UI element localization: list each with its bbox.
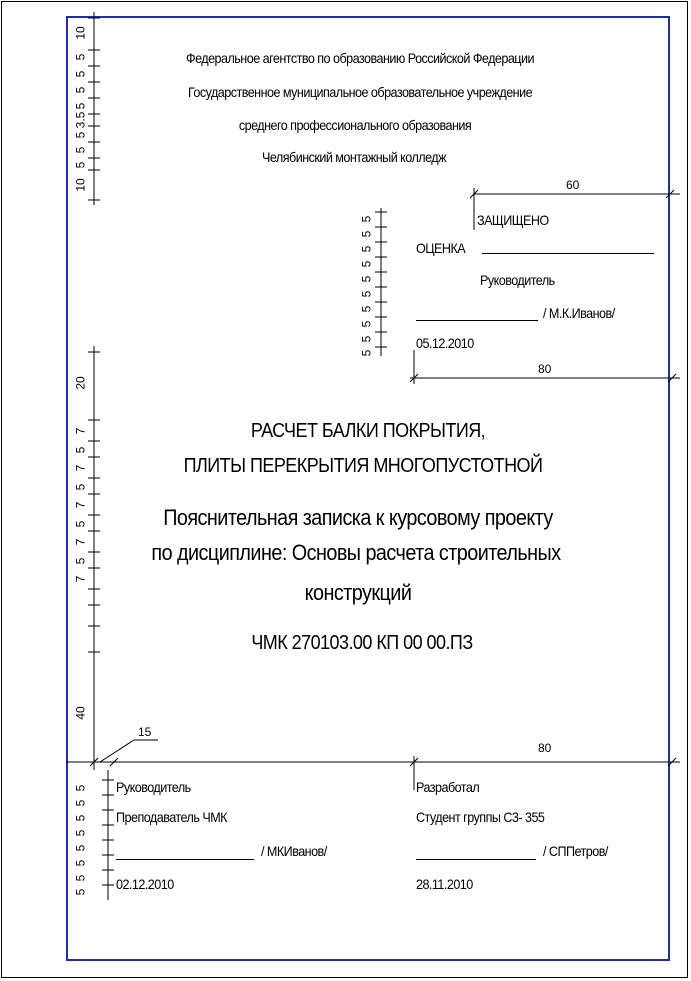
dim-label: 5 <box>73 86 88 94</box>
dim-80-bottom-label: 80 <box>538 741 552 755</box>
dim-label: 7 <box>73 501 88 509</box>
title-line-2: ПЛИТЫ ПЕРЕКРЫТИЯ МНОГОПУСТОТНОЙ <box>183 455 543 477</box>
dim-label: 5 <box>359 215 374 223</box>
dim-label: 5 <box>73 844 88 852</box>
dim-label: 10 <box>73 26 88 40</box>
approval-protected: ЗАЩИЩЕНО <box>477 212 549 228</box>
dim-label: 5 <box>73 859 88 867</box>
dim-label: 5 <box>73 799 88 807</box>
dim-label: 3.5 <box>73 111 88 129</box>
dim-label: 5 <box>359 349 374 357</box>
dim-label: 7 <box>73 575 88 583</box>
dim-label: 5 <box>359 320 374 328</box>
header-education-level: среднего профессионального образования <box>238 117 472 133</box>
dim-label: 5 <box>73 814 88 822</box>
grade-underline <box>482 253 654 254</box>
dim-label: 5 <box>73 102 88 110</box>
subtitle-line-2: по дисциплине: Основы расчета строительных <box>151 540 561 565</box>
dim-60-label: 60 <box>566 178 580 192</box>
subtitle-line-1: Пояснительная записка к курсовому проекту <box>163 505 553 530</box>
title-line-1: РАСЧЕТ БАЛКИ ПОКРЫТИЯ, <box>250 420 486 442</box>
approval-grade-label: ОЦЕНКА <box>416 240 466 256</box>
dim-label: 5 <box>73 446 88 454</box>
dim-label: 5 <box>73 829 88 837</box>
dim-label: 5 <box>73 70 88 78</box>
dim-label: 5 <box>73 53 88 61</box>
dim-label: 5 <box>73 131 88 139</box>
dim-label: 40 <box>73 706 88 720</box>
dim-label: 7 <box>73 427 88 435</box>
dim-15-label: 15 <box>138 725 152 739</box>
dim-label: 5 <box>359 335 374 343</box>
footer-right-signature-name: / СППетров/ <box>543 843 608 859</box>
dim-label: 5 <box>73 146 88 154</box>
dim-label: 5 <box>359 305 374 313</box>
footer-left-signature-line <box>116 859 254 860</box>
header-institution: Государственное муниципальное образовательное учреждение <box>187 84 533 100</box>
dim-label: 5 <box>359 260 374 268</box>
dim-label: 5 <box>73 874 88 882</box>
dim-label: 5 <box>73 483 88 491</box>
subtitle-line-3: конструкций <box>304 580 412 605</box>
approval-signature-name: / М.К.Иванов/ <box>543 305 615 321</box>
footer-right-date: 28.11.2010 <box>416 876 473 892</box>
dim-label: 5 <box>359 290 374 298</box>
footer-left-date: 02.12.2010 <box>116 876 174 892</box>
footer-right-signature-line <box>416 859 536 860</box>
dim-label: 5 <box>359 275 374 283</box>
dim-80-mid-label: 80 <box>538 362 552 376</box>
dim-label: 10 <box>73 178 88 192</box>
dim-label: 5 <box>359 230 374 238</box>
footer-left-role-2: Преподаватель ЧМК <box>116 809 227 825</box>
approval-date: 05.12.2010 <box>416 335 474 351</box>
footer-right-role-1: Разработал <box>416 779 480 795</box>
approval-supervisor: Руководитель <box>480 272 555 288</box>
footer-left-signature-name: / МКИванов/ <box>261 843 327 859</box>
header-college: Челябинский монтажный колледж <box>262 149 446 165</box>
dim-label: 5 <box>73 161 88 169</box>
dim-label: 5 <box>73 520 88 528</box>
dim-label: 5 <box>359 245 374 253</box>
dim-label: 5 <box>73 888 88 896</box>
dim-label: 7 <box>73 538 88 546</box>
dim-label: 20 <box>73 376 88 390</box>
dim-label: 5 <box>73 557 88 565</box>
header-agency: Федеральное агентство по образованию Российской Федерации <box>186 50 534 66</box>
dim-label: 5 <box>73 784 88 792</box>
document-code: ЧМК 270103.00 КП 00 00.ПЗ <box>251 632 473 654</box>
dim-label: 7 <box>73 464 88 472</box>
approval-signature-line <box>416 320 538 321</box>
footer-left-role-1: Руководитель <box>116 779 191 795</box>
footer-right-role-2: Студент группы С3- 355 <box>416 809 545 825</box>
